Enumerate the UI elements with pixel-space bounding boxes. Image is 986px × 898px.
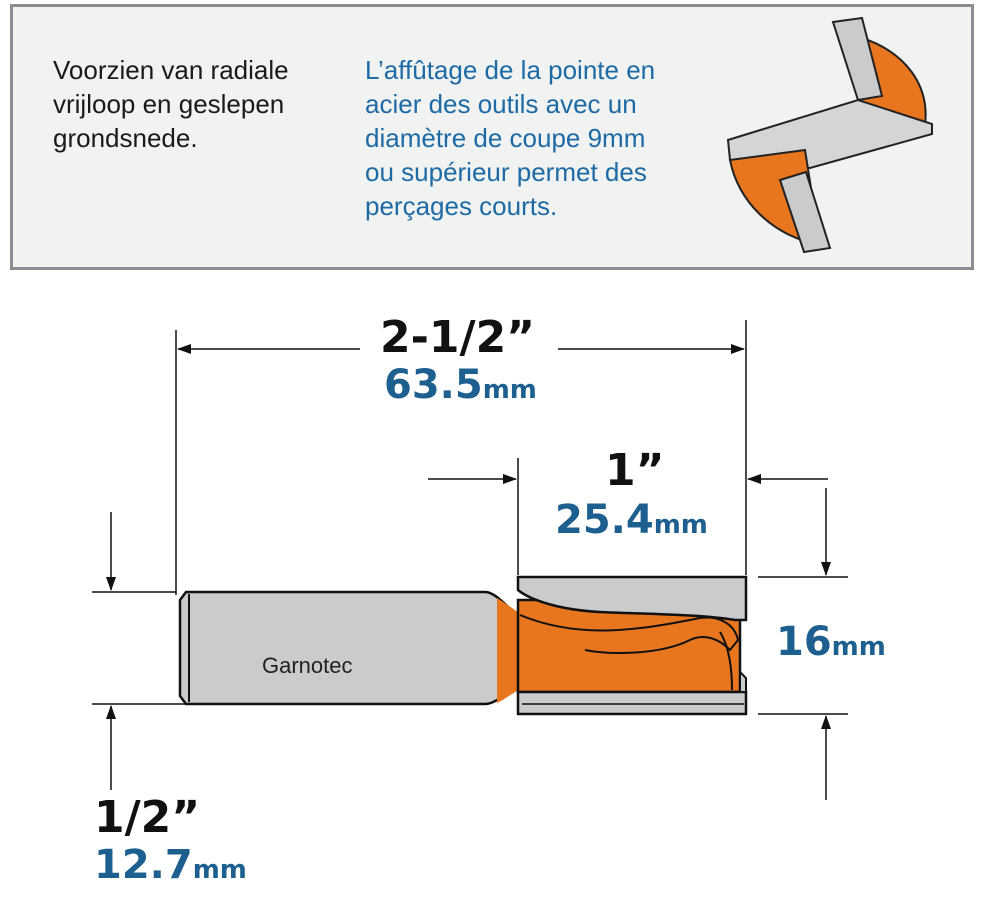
dutch-line-1: Voorzien van radiale: [53, 55, 289, 85]
french-line-2: acier des outils avec un: [365, 89, 637, 119]
shank-diameter-metric: [94, 842, 247, 888]
french-line-1: L’affûtage de la pointe en: [365, 55, 656, 85]
shank: [180, 592, 518, 704]
cutting-blade-bottom: [518, 692, 746, 714]
dimension-arrows: [111, 349, 828, 800]
cutting-length-metric: [555, 497, 708, 543]
dutch-line-3: grondsnede.: [53, 123, 198, 153]
neck-orange: [497, 598, 518, 703]
overall-length-imperial: 2-1/2”: [380, 312, 536, 363]
blade-tip-notch: [740, 672, 746, 692]
shank-diameter-metric-value: 12.7: [94, 842, 193, 888]
shank-diameter-imperial: 1/2”: [94, 792, 201, 843]
overall-length-metric-unit: mm: [482, 375, 537, 405]
cutting-diameter-metric-value: 16: [776, 619, 832, 665]
router-bit: [180, 577, 746, 714]
cutting-length-metric-value: 25.4: [555, 497, 654, 543]
tip-grinding-detail-illustration: [728, 18, 932, 252]
cutting-diameter-metric: [776, 619, 886, 665]
french-line-4: ou supérieur permet des: [365, 157, 647, 187]
cutting-length-metric-unit: mm: [653, 510, 708, 540]
dutch-line-2: vrijloop en geslepen: [53, 89, 285, 119]
french-line-5: perçages courts.: [365, 191, 558, 221]
cutting-diameter-metric-unit: mm: [831, 632, 886, 662]
cutting-length-imperial: 1”: [605, 445, 665, 496]
overall-length-metric: [384, 362, 537, 408]
overall-length-metric-value: 63.5: [384, 362, 483, 408]
french-line-3: diamètre de coupe 9mm: [365, 123, 646, 153]
shank-diameter-metric-unit: mm: [192, 855, 247, 885]
brand-label: Garnotec: [262, 653, 353, 678]
